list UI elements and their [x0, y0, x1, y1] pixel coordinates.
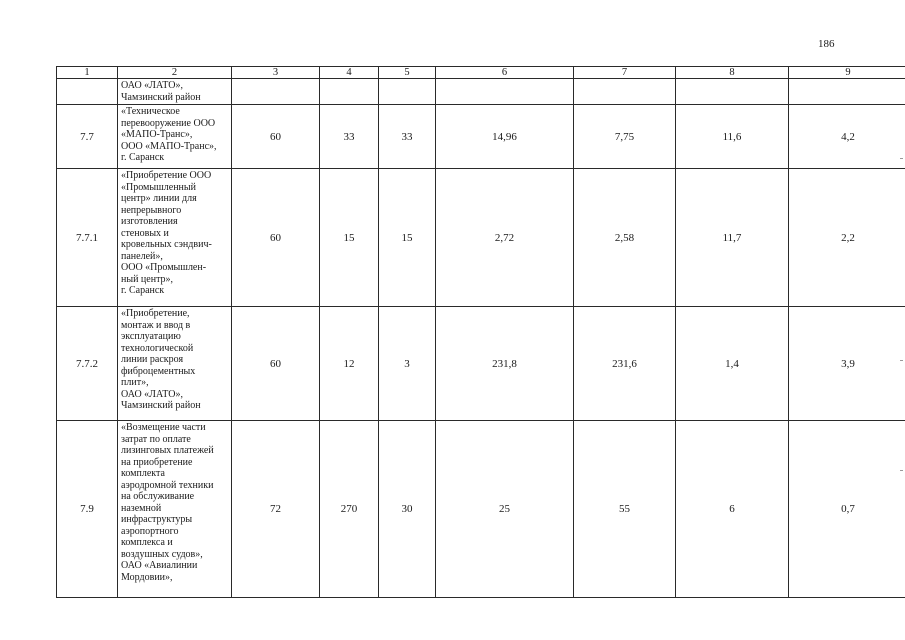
column-header-6: 6 — [436, 67, 574, 79]
row-description: «Приобретение ООО «Промышленный центр» линии для непрерывного изготовления стеновых и кровельных сэндвич- панелей», ООО «Промышлен- ный центр», г. Саранск — [118, 169, 232, 307]
cell-col9 — [789, 79, 905, 105]
cell-col7: 231,6 — [574, 307, 676, 421]
row-number: 7.9 — [57, 421, 118, 598]
row-description: «Приобретение, монтаж и ввод в эксплуатацию технологической линии раскроя фиброцементных плит», ОАО «ЛАТО», Чамзинский район — [118, 307, 232, 421]
table-row — [57, 421, 905, 598]
row-description: ОАО «ЛАТО», Чамзинский район — [118, 79, 232, 105]
cell-col9: 4,2 — [789, 105, 905, 169]
cell-col4: 33 — [320, 105, 379, 169]
cell-col3: 60 — [232, 105, 320, 169]
cell-col4: 12 — [320, 307, 379, 421]
table-row — [57, 307, 905, 421]
table-row — [57, 105, 905, 169]
cell-col6: 231,8 — [436, 307, 574, 421]
cell-col6: 14,96 — [436, 105, 574, 169]
cell-col9: 2,2 — [789, 169, 905, 307]
cell-col5: 33 — [379, 105, 436, 169]
column-header-4: 4 — [320, 67, 379, 79]
cell-col6: 25 — [436, 421, 574, 598]
cell-col7: 2,58 — [574, 169, 676, 307]
row-number: 7.7 — [57, 105, 118, 169]
data-table — [56, 66, 905, 598]
cell-col7: 7,75 — [574, 105, 676, 169]
row-number: 7.7.2 — [57, 307, 118, 421]
cell-col6 — [436, 79, 574, 105]
cell-col8: 11,7 — [676, 169, 789, 307]
cell-col9: 3,9 — [789, 307, 905, 421]
scan-edge-mark — [900, 360, 903, 361]
column-header-3: 3 — [232, 67, 320, 79]
cell-col5: 30 — [379, 421, 436, 598]
cell-col8: 1,4 — [676, 307, 789, 421]
table-row — [57, 79, 905, 105]
cell-col5 — [379, 79, 436, 105]
table-row — [57, 169, 905, 307]
scan-edge-mark — [900, 470, 903, 471]
scan-edge-mark — [900, 158, 903, 159]
row-description: «Возмещение части затрат по оплате лизинговых платежей на приобретение комплекта аэродромной техники на обслуживание наземной инфраструктуры аэропортного комплекса и воздушных судов», ОАО «Авиалинии Мордовии», — [118, 421, 232, 598]
cell-col3: 60 — [232, 169, 320, 307]
column-header-2: 2 — [118, 67, 232, 79]
cell-col7: 55 — [574, 421, 676, 598]
cell-col4: 270 — [320, 421, 379, 598]
row-number: 7.7.1 — [57, 169, 118, 307]
header-row — [57, 67, 905, 79]
cell-col8: 11,6 — [676, 105, 789, 169]
row-description: «Техническое перевооружение ООО «МАПО-Транс», ООО «МАПО-Транс», г. Саранск — [118, 105, 232, 169]
cell-col3: 72 — [232, 421, 320, 598]
column-header-9: 9 — [789, 67, 905, 79]
row-number — [57, 79, 118, 105]
page-number: 186 — [818, 38, 835, 50]
column-header-8: 8 — [676, 67, 789, 79]
cell-col4: 15 — [320, 169, 379, 307]
cell-col9: 0,7 — [789, 421, 905, 598]
cell-col6: 2,72 — [436, 169, 574, 307]
cell-col3 — [232, 79, 320, 105]
column-header-5: 5 — [379, 67, 436, 79]
cell-col8: 6 — [676, 421, 789, 598]
column-header-1: 1 — [57, 67, 118, 79]
cell-col8 — [676, 79, 789, 105]
cell-col7 — [574, 79, 676, 105]
column-header-7: 7 — [574, 67, 676, 79]
cell-col5: 15 — [379, 169, 436, 307]
cell-col5: 3 — [379, 307, 436, 421]
cell-col3: 60 — [232, 307, 320, 421]
cell-col4 — [320, 79, 379, 105]
